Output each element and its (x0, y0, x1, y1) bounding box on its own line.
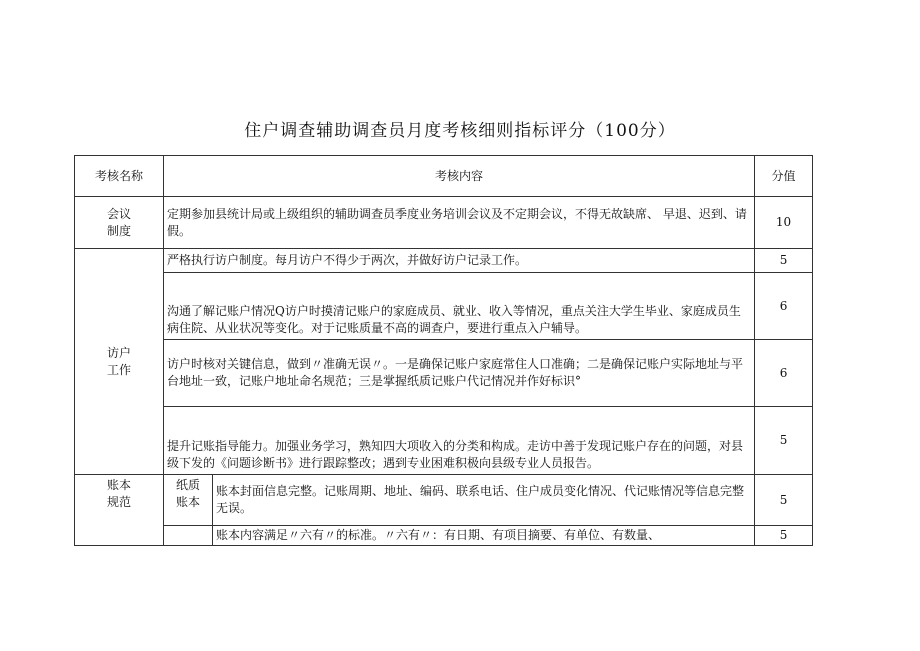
row-content: 账本封面信息完整。记账周期、地址、编码、联系电话、住户成员变化情况、代记账情况等信息完整无误。 (213, 475, 755, 526)
row-content: 定期参加县统计局或上级组织的辅助调查员季度业务培训会议及不定期会议，不得无故缺席、 早退、迟到、请假。 (164, 197, 755, 249)
section-name-meeting: 会议 制度 (75, 197, 164, 249)
row-score: 10 (755, 197, 813, 249)
section-name-visit: 访户 工作 (75, 249, 164, 475)
assessment-table (74, 155, 813, 546)
row-content: 严格执行访户制度。每月访户不得少于两次，并做好访户记录工作。 (164, 249, 755, 273)
table-header-row (75, 156, 813, 197)
table-row (75, 407, 813, 475)
page-title: 住户调查辅助调查员月度考核细则指标评分（100分） (244, 121, 676, 141)
row-score: 6 (755, 273, 813, 340)
table-row (75, 526, 813, 546)
row-score: 5 (755, 475, 813, 526)
table-row (75, 249, 813, 273)
row-score: 6 (755, 340, 813, 407)
section-name-book: 账本 规范 (75, 475, 164, 546)
table-row (75, 273, 813, 340)
table-row (75, 340, 813, 407)
row-content: 访户时核对关键信息，做到〃准确无误〃。一是确保记账户家庭常住人口准确；二是确保记账户实际地址与平台地址一致，记账户地址命名规范；三是掌握纸质记账户代记情况并作好标识° (164, 340, 755, 407)
row-content: 账本内容满足〃六有〃的标准。〃六有〃：有日期、有项目摘要、有单位、有数量、 (213, 526, 755, 546)
table-row (75, 197, 813, 249)
header-score: 分值 (755, 156, 813, 197)
row-score: 5 (755, 249, 813, 273)
row-score: 5 (755, 407, 813, 475)
header-assessment-content: 考核内容 (164, 156, 755, 197)
row-content: 沟通了解记账户情况Q访户时摸清记账户的家庭成员、就业、收入等情况，重点关注大学生毕业、家庭成员生病住院、从业状况等变化。对于记账质量不高的调查户，要进行重点入户辅导。 (164, 273, 755, 340)
table-row (75, 475, 813, 526)
header-assessment-name: 考核名称 (75, 156, 164, 197)
subsection-name-paper-book: 纸质 账本 (164, 475, 213, 526)
row-score: 5 (755, 526, 813, 546)
row-content: 提升记账指导能力。加强业务学习，熟知四大项收入的分类和构成。走访中善于发现记账户存在的问题，对县级下发的《问题诊断书》进行跟踪整改；遇到专业困难积极向县级专业人员报告。 (164, 407, 755, 475)
subsection-blank-cell (164, 526, 213, 546)
